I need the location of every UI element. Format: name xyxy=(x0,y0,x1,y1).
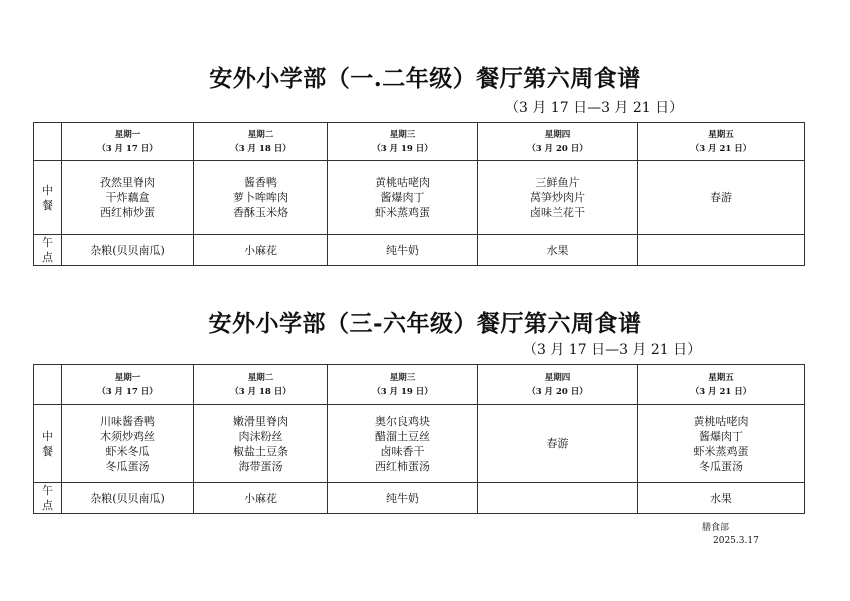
menu2-day-header xyxy=(328,365,478,405)
footer-department: 膳食部 xyxy=(702,523,730,533)
menu2-day-header xyxy=(194,365,328,405)
dish: 川味酱香鸭 xyxy=(100,414,155,428)
dish: 虾米蒸鸡蛋 xyxy=(375,206,430,219)
dish: 春游 xyxy=(546,437,569,450)
lunch-label-char: 中 xyxy=(42,183,53,197)
dish: 虾米冬瓜 xyxy=(105,444,150,458)
menu2-snack-cell xyxy=(478,483,638,514)
menu2-lunch-cell xyxy=(328,405,478,483)
menu1-snack-cell: 小麻花 xyxy=(194,235,328,266)
dish: 黄桃咕咾肉 xyxy=(693,414,749,428)
menu1-title: 安外小学部（一.二年级）餐厅第六周食谱 xyxy=(209,65,641,92)
menu1-day-header xyxy=(62,123,194,161)
dish: 奥尔良鸡块 xyxy=(375,414,430,428)
menu2-lunch-row xyxy=(34,405,805,483)
menu1-day-header xyxy=(194,123,328,161)
dish: 海带蛋汤 xyxy=(238,459,283,473)
menu1-day-header xyxy=(478,123,638,161)
menu2-snack-label xyxy=(34,483,62,514)
dish: 香酥玉米烙 xyxy=(233,206,288,219)
day-date: （3 月 21 日） xyxy=(690,386,752,397)
menu2-day-header xyxy=(478,365,638,405)
dish: 莴笋炒肉片 xyxy=(530,191,585,204)
dish: 肉沫粉丝 xyxy=(238,429,283,443)
menu1-lunch-cell xyxy=(328,161,478,235)
menu2-snack-row xyxy=(34,483,805,514)
menu2-lunch-cell xyxy=(478,405,638,483)
menu2-table xyxy=(33,364,805,514)
day-name: 星期五 xyxy=(708,372,734,383)
menu1-snack-cell: 纯牛奶 xyxy=(328,235,478,266)
menu1-header-row xyxy=(34,123,805,161)
menu1-lunch-cell xyxy=(62,161,194,235)
day-name: 星期四 xyxy=(544,372,571,383)
dish: 卤味兰花干 xyxy=(530,206,585,219)
menu2-snack-cell: 水果 xyxy=(638,483,805,514)
lunch-label-char: 餐 xyxy=(42,444,53,458)
snack-label-char: 午 xyxy=(42,484,53,497)
day-date: （3 月 20 日） xyxy=(527,386,588,397)
menu2-lunch-cell xyxy=(62,405,194,483)
menu2-corner-cell xyxy=(34,365,62,405)
menu1-lunch-row xyxy=(34,161,805,235)
menu2-day-header xyxy=(638,365,805,405)
lunch-label-char: 中 xyxy=(42,429,53,443)
dish: 酱爆肉丁 xyxy=(380,191,425,204)
day-date: （3 月 17 日） xyxy=(97,386,158,397)
day-date: （3 月 17 日） xyxy=(97,143,158,154)
menu2-lunch-cell xyxy=(194,405,328,483)
day-name: 星期五 xyxy=(708,129,734,140)
dish: 嫩滑里脊肉 xyxy=(233,414,288,428)
menu1-snack-cell: 杂粮(贝贝南瓜) xyxy=(62,235,194,266)
day-name: 星期四 xyxy=(544,129,571,140)
day-name: 星期一 xyxy=(114,129,141,140)
snack-label-char: 午 xyxy=(42,236,53,249)
dish: 酱香鸭 xyxy=(244,176,277,189)
menu1-date-range: （3 月 17 日—3 月 21 日） xyxy=(505,100,684,116)
dish: 三鲜鱼片 xyxy=(535,176,580,189)
day-name: 星期三 xyxy=(389,129,416,140)
day-date: （3 月 18 日） xyxy=(230,143,291,154)
menu1-lunch-cell xyxy=(638,161,805,235)
day-date: （3 月 19 日） xyxy=(372,143,433,154)
menu1-snack-row xyxy=(34,235,805,266)
snack-label-char: 点 xyxy=(42,499,53,512)
dish: 酱爆肉丁 xyxy=(699,429,743,443)
dish: 春游 xyxy=(710,191,732,204)
snack-label-char: 点 xyxy=(42,251,53,264)
menu1-lunch-label xyxy=(34,161,62,235)
day-name: 星期三 xyxy=(389,372,416,383)
dish: 卤味香干 xyxy=(380,444,425,458)
day-name: 星期二 xyxy=(247,129,274,140)
menu2-snack-cell: 小麻花 xyxy=(194,483,328,514)
menu1-snack-cell: 水果 xyxy=(478,235,638,266)
menu2-title: 安外小学部（三-六年级）餐厅第六周食谱 xyxy=(208,310,642,337)
menu1-lunch-cell xyxy=(194,161,328,235)
dish: 西红柿炒蛋 xyxy=(100,206,155,219)
menu2-snack-cell: 纯牛奶 xyxy=(328,483,478,514)
day-name: 星期二 xyxy=(247,372,274,383)
day-date: （3 月 18 日） xyxy=(230,386,291,397)
menu2-lunch-cell xyxy=(638,405,805,483)
dish: 冬瓜蛋汤 xyxy=(105,459,150,473)
menu1-lunch-cell xyxy=(478,161,638,235)
lunch-label-char: 餐 xyxy=(42,198,53,212)
menu1-day-header xyxy=(328,123,478,161)
footer-date: 2025.3.17 xyxy=(713,536,759,546)
day-date: （3 月 21 日） xyxy=(690,143,752,154)
dish: 木须炒鸡丝 xyxy=(100,429,155,443)
menu2-header-row xyxy=(34,365,805,405)
menu1-table xyxy=(33,122,805,266)
day-name: 星期一 xyxy=(114,372,141,383)
menu2-snack-cell: 杂粮(贝贝南瓜) xyxy=(62,483,194,514)
dish: 西红柿蛋汤 xyxy=(375,459,430,473)
dish: 黄桃咕咾肉 xyxy=(375,176,430,189)
day-date: （3 月 20 日） xyxy=(527,143,588,154)
menu2-day-header xyxy=(62,365,194,405)
dish: 虾米蒸鸡蛋 xyxy=(693,444,749,458)
dish: 孜然里脊肉 xyxy=(100,176,155,189)
dish: 冬瓜蛋汤 xyxy=(699,459,743,473)
menu1-day-header xyxy=(638,123,805,161)
menu1-snack-label xyxy=(34,235,62,266)
menu1-snack-cell xyxy=(638,235,805,266)
menu2-lunch-label xyxy=(34,405,62,483)
menu2-date-range: （3 月 17 日—3 月 21 日） xyxy=(523,342,702,358)
dish: 椒盐土豆条 xyxy=(233,444,288,458)
day-date: （3 月 19 日） xyxy=(372,386,433,397)
dish: 醋溜土豆丝 xyxy=(375,429,430,443)
menu1-corner-cell xyxy=(34,123,62,161)
dish: 萝卜哞哞肉 xyxy=(233,191,288,204)
dish: 干炸藕盒 xyxy=(105,191,150,204)
